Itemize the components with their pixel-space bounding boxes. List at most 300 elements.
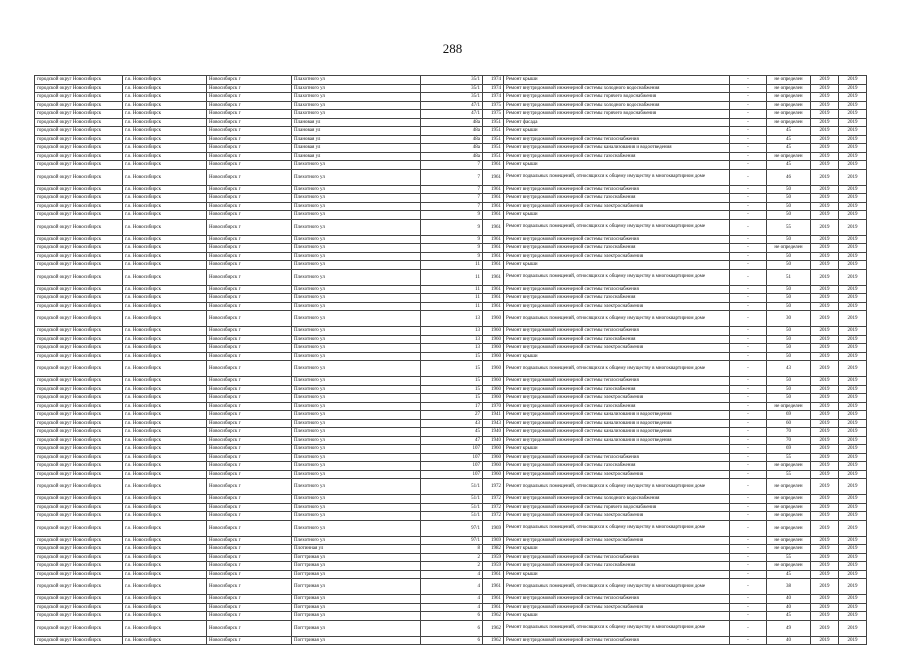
house-number-cell: 47 [421,436,483,445]
year-from-cell: 2019 [811,612,839,621]
year-from-cell: 2019 [811,453,839,462]
planned-value-cell: 69 [767,445,811,454]
house-number-cell: 9 [421,219,483,235]
table-row [35,562,867,571]
year-from-cell: 2019 [811,219,839,235]
build-year-cell: 1959 [483,553,504,562]
year-from-cell: 2019 [811,570,839,579]
municipality-cell: г.о. Новосибирск [123,352,207,361]
street-cell: Плехотного ул [292,428,421,437]
planned-value-cell: не определен [767,536,811,545]
street-cell: Плехотного ул [292,385,421,394]
work-type-cell: Ремонт внутридомовой инженерной системы газоснабжения [504,294,730,303]
year-to-cell: 2019 [839,536,867,545]
table-row [35,344,867,353]
district-cell: городской округ Новосибирск [35,503,123,512]
municipality-cell: г.о. Новосибирск [123,311,207,327]
house-number-cell: 15 [421,352,483,361]
dash-cell: - [730,152,767,161]
district-cell: городской округ Новосибирск [35,261,123,270]
work-type-cell: Ремонт внутридомовой инженерной системы теплоснабжения [504,377,730,386]
street-cell: Поггтриная ул [292,579,421,595]
house-number-cell: 97/1 [421,520,483,536]
municipality-cell: г.о. Новосибирск [123,76,207,85]
build-year-cell: 1961 [483,570,504,579]
table-row [35,570,867,579]
house-number-cell: 11 [421,302,483,311]
dash-cell: - [730,394,767,403]
street-cell: Плановая ул [292,152,421,161]
municipality-cell: г.о. Новосибирск [123,244,207,253]
build-year-cell: 1960 [483,453,504,462]
build-year-cell: 1951 [483,144,504,153]
municipality-cell: г.о. Новосибирск [123,285,207,294]
build-year-cell: 1969 [483,520,504,536]
build-year-cell: 1960 [483,385,504,394]
district-cell: городской округ Новосибирск [35,620,123,636]
district-cell: городской округ Новосибирск [35,512,123,521]
street-cell: Плехотного ул [292,411,421,420]
year-from-cell: 2019 [811,620,839,636]
work-type-cell: Ремонт внутридомовой инженерной системы холодного водоснабжения [504,84,730,93]
city-cell: Новосибирск г [207,495,292,504]
house-number-cell: 35/1 [421,84,483,93]
build-year-cell: 1960 [483,470,504,479]
year-from-cell: 2019 [811,394,839,403]
work-type-cell: Ремонт крыши [504,127,730,136]
work-type-cell: Ремонт крыши [504,211,730,220]
municipality-cell: г.о. Новосибирск [123,562,207,571]
municipality-cell: г.о. Новосибирск [123,344,207,353]
table-row [35,110,867,119]
city-cell: Новосибирск г [207,570,292,579]
district-cell: городской округ Новосибирск [35,436,123,445]
house-number-cell: 6 [421,612,483,621]
year-to-cell: 2019 [839,479,867,495]
city-cell: Новосибирск г [207,252,292,261]
year-to-cell: 2019 [839,352,867,361]
year-to-cell: 2019 [839,394,867,403]
year-to-cell: 2019 [839,411,867,420]
city-cell: Новосибирск г [207,135,292,144]
build-year-cell: 1974 [483,76,504,85]
dash-cell: - [730,311,767,327]
street-cell: Плехотного ул [292,302,421,311]
year-from-cell: 2019 [811,269,839,285]
build-year-cell: 1960 [483,361,504,377]
planned-value-cell: не определен [767,152,811,161]
city-cell: Новосибирск г [207,470,292,479]
work-type-cell: Ремонт внутридомовой инженерной системы газоснабжения [504,402,730,411]
dash-cell: - [730,579,767,595]
year-to-cell: 2019 [839,211,867,220]
year-to-cell: 2019 [839,261,867,270]
planned-value-cell: не определен [767,462,811,471]
house-number-cell: 47/1 [421,101,483,110]
house-number-cell: 47/1 [421,110,483,119]
work-type-cell: Ремонт внутридомовой инженерной системы электроснабжения [504,394,730,403]
district-cell: городской округ Новосибирск [35,344,123,353]
planned-value-cell: не определен [767,110,811,119]
planned-value-cell: 50 [767,302,811,311]
city-cell: Новосибирск г [207,445,292,454]
district-cell: городской округ Новосибирск [35,84,123,93]
build-year-cell: 1961 [483,285,504,294]
planned-value-cell: 70 [767,436,811,445]
municipality-cell: г.о. Новосибирск [123,436,207,445]
city-cell: Новосибирск г [207,344,292,353]
build-year-cell: 1961 [483,252,504,261]
table-row [35,352,867,361]
table-row [35,377,867,386]
municipality-cell: г.о. Новосибирск [123,636,207,645]
work-type-cell: Ремонт подвальных помещений, относящихся к общему имуществу в многоквартирном доме [504,479,730,495]
year-from-cell: 2019 [811,110,839,119]
table-row [35,294,867,303]
house-number-cell: 2 [421,562,483,571]
city-cell: Новосибирск г [207,76,292,85]
district-cell: городской округ Новосибирск [35,152,123,161]
table-row [35,93,867,102]
city-cell: Новосибирск г [207,562,292,571]
dash-cell: - [730,118,767,127]
build-year-cell: 1951 [483,127,504,136]
house-number-cell: 4 [421,595,483,604]
street-cell: Плотинная ул [292,545,421,554]
dash-cell: - [730,302,767,311]
year-from-cell: 2019 [811,402,839,411]
municipality-cell: г.о. Новосибирск [123,152,207,161]
planned-value-cell: 40 [767,603,811,612]
municipality-cell: г.о. Новосибирск [123,361,207,377]
street-cell: Плехотного ул [292,219,421,235]
table-row [35,211,867,220]
planned-value-cell: 45 [767,127,811,136]
dash-cell: - [730,385,767,394]
municipality-cell: г.о. Новосибирск [123,553,207,562]
planned-value-cell: 55 [767,453,811,462]
table-row [35,84,867,93]
dash-cell: - [730,352,767,361]
work-type-cell: Ремонт внутридомовой инженерной системы электроснабжения [504,302,730,311]
city-cell: Новосибирск г [207,603,292,612]
build-year-cell: 1961 [483,202,504,211]
house-number-cell: 48а [421,152,483,161]
build-year-cell: 1982 [483,545,504,554]
house-number-cell: 43 [421,419,483,428]
street-cell: Плехотного ул [292,394,421,403]
municipality-cell: г.о. Новосибирск [123,252,207,261]
year-to-cell: 2019 [839,344,867,353]
district-cell: городской округ Новосибирск [35,219,123,235]
table-row [35,118,867,127]
build-year-cell: 1940 [483,428,504,437]
year-to-cell: 2019 [839,327,867,336]
street-cell: Поггтриная ул [292,553,421,562]
year-from-cell: 2019 [811,361,839,377]
table-row [35,495,867,504]
dash-cell: - [730,101,767,110]
district-cell: городской округ Новосибирск [35,302,123,311]
year-to-cell: 2019 [839,101,867,110]
year-to-cell: 2019 [839,579,867,595]
year-to-cell: 2019 [839,620,867,636]
house-number-cell: 9 [421,235,483,244]
street-cell: Плехотного ул [292,252,421,261]
planned-value-cell: 50 [767,327,811,336]
build-year-cell: 1972 [483,495,504,504]
municipality-cell: г.о. Новосибирск [123,135,207,144]
build-year-cell: 1960 [483,394,504,403]
dash-cell: - [730,479,767,495]
build-year-cell: 1960 [483,462,504,471]
dash-cell: - [730,252,767,261]
city-cell: Новосибирск г [207,127,292,136]
city-cell: Новосибирск г [207,285,292,294]
dash-cell: - [730,135,767,144]
year-to-cell: 2019 [839,385,867,394]
table-row [35,327,867,336]
city-cell: Новосибирск г [207,294,292,303]
district-cell: городской округ Новосибирск [35,570,123,579]
municipality-cell: г.о. Новосибирск [123,202,207,211]
table-row [35,152,867,161]
year-from-cell: 2019 [811,335,839,344]
year-from-cell: 2019 [811,101,839,110]
work-type-cell: Ремонт внутридомовой инженерной системы газоснабжения [504,462,730,471]
street-cell: Плехотного ул [292,311,421,327]
house-number-cell: 51/1 [421,503,483,512]
dash-cell: - [730,211,767,220]
work-type-cell: Ремонт подвальных помещений, относящихся к общему имуществу в многоквартирном доме [504,269,730,285]
table-row [35,595,867,604]
street-cell: Плехотного ул [292,462,421,471]
street-cell: Поггтриная ул [292,620,421,636]
city-cell: Новосибирск г [207,161,292,170]
dash-cell: - [730,169,767,185]
year-from-cell: 2019 [811,636,839,645]
dash-cell: - [730,269,767,285]
house-number-cell: 7 [421,202,483,211]
year-to-cell: 2019 [839,419,867,428]
street-cell: Плехотного ул [292,285,421,294]
planned-value-cell: не определен [767,244,811,253]
year-from-cell: 2019 [811,479,839,495]
year-to-cell: 2019 [839,252,867,261]
house-number-cell: 4 [421,570,483,579]
work-type-cell: Ремонт внутридомовой инженерной системы электроснабжения [504,536,730,545]
district-cell: городской округ Новосибирск [35,144,123,153]
street-cell: Плехотного ул [292,402,421,411]
table-row [35,636,867,645]
city-cell: Новосибирск г [207,261,292,270]
street-cell: Плехотного ул [292,520,421,536]
district-cell: городской округ Новосибирск [35,479,123,495]
dash-cell: - [730,570,767,579]
work-type-cell: Ремонт внутридомовой инженерной системы теплоснабжения [504,235,730,244]
street-cell: Плехотного ул [292,503,421,512]
dash-cell: - [730,520,767,536]
municipality-cell: г.о. Новосибирск [123,327,207,336]
dash-cell: - [730,553,767,562]
municipality-cell: г.о. Новосибирск [123,470,207,479]
table-row [35,503,867,512]
city-cell: Новосибирск г [207,361,292,377]
year-to-cell: 2019 [839,520,867,536]
table-row [35,219,867,235]
year-from-cell: 2019 [811,84,839,93]
street-cell: Плехотного ул [292,244,421,253]
dash-cell: - [730,294,767,303]
work-type-cell: Ремонт внутридомовой инженерной системы электроснабжения [504,603,730,612]
district-cell: городской округ Новосибирск [35,394,123,403]
house-number-cell: 6 [421,636,483,645]
municipality-cell: г.о. Новосибирск [123,377,207,386]
district-cell: городской округ Новосибирск [35,402,123,411]
house-number-cell: 13 [421,327,483,336]
city-cell: Новосибирск г [207,512,292,521]
city-cell: Новосибирск г [207,636,292,645]
district-cell: городской округ Новосибирск [35,211,123,220]
build-year-cell: 1961 [483,595,504,604]
planned-value-cell: 55 [767,553,811,562]
year-to-cell: 2019 [839,495,867,504]
street-cell: Плахотного ул [292,76,421,85]
dash-cell: - [730,84,767,93]
table-row [35,127,867,136]
city-cell: Новосибирск г [207,185,292,194]
district-cell: городской округ Новосибирск [35,595,123,604]
planned-value-cell: 60 [767,419,811,428]
district-cell: городской округ Новосибирск [35,361,123,377]
street-cell: Плановая ул [292,144,421,153]
municipality-cell: г.о. Новосибирск [123,118,207,127]
table-row [35,235,867,244]
dash-cell: - [730,620,767,636]
dash-cell: - [730,402,767,411]
street-cell: Плехотного ул [292,211,421,220]
street-cell: Плехотного ул [292,327,421,336]
work-type-cell: Ремонт подвальных помещений, относящихся к общему имуществу в многоквартирном доме [504,579,730,595]
district-cell: городской округ Новосибирск [35,285,123,294]
year-from-cell: 2019 [811,595,839,604]
table-row [35,428,867,437]
city-cell: Новосибирск г [207,144,292,153]
year-from-cell: 2019 [811,428,839,437]
build-year-cell: 1962 [483,636,504,645]
build-year-cell: 1974 [483,93,504,102]
build-year-cell: 1972 [483,512,504,521]
district-cell: городской округ Новосибирск [35,135,123,144]
year-from-cell: 2019 [811,344,839,353]
year-from-cell: 2019 [811,385,839,394]
district-cell: городской округ Новосибирск [35,76,123,85]
year-from-cell: 2019 [811,93,839,102]
build-year-cell: 1974 [483,84,504,93]
dash-cell: - [730,285,767,294]
year-from-cell: 2019 [811,161,839,170]
city-cell: Новосибирск г [207,152,292,161]
street-cell: Плехотного ул [292,479,421,495]
district-cell: городской округ Новосибирск [35,93,123,102]
city-cell: Новосибирск г [207,352,292,361]
city-cell: Новосибирск г [207,428,292,437]
planned-value-cell: 49 [767,620,811,636]
work-type-cell: Ремонт внутридомовой инженерной системы канализования и водоотведения [504,411,730,420]
year-from-cell: 2019 [811,202,839,211]
planned-value-cell: не определен [767,118,811,127]
build-year-cell: 1961 [483,302,504,311]
year-from-cell: 2019 [811,135,839,144]
house-number-cell: 7 [421,169,483,185]
year-from-cell: 2019 [811,311,839,327]
city-cell: Новосибирск г [207,235,292,244]
street-cell: Плехотного ул [292,377,421,386]
district-cell: городской округ Новосибирск [35,327,123,336]
house-number-cell: 13 [421,311,483,327]
house-number-cell: 4 [421,603,483,612]
build-year-cell: 1961 [483,211,504,220]
dash-cell: - [730,361,767,377]
municipality-cell: г.о. Новосибирск [123,462,207,471]
year-from-cell: 2019 [811,603,839,612]
municipality-cell: г.о. Новосибирск [123,402,207,411]
year-from-cell: 2019 [811,244,839,253]
municipality-cell: г.о. Новосибирск [123,185,207,194]
build-year-cell: 1940 [483,436,504,445]
work-type-cell: Ремонт подвальных помещений, относящихся к общему имуществу в многоквартирном доме [504,520,730,536]
city-cell: Новосибирск г [207,579,292,595]
street-cell: Поггтриная ул [292,562,421,571]
street-cell: Поггтриная ул [292,612,421,621]
municipality-cell: г.о. Новосибирск [123,261,207,270]
work-type-cell: Ремонт внутридомовой инженерной системы газоснабжения [504,194,730,203]
planned-value-cell: 45 [767,570,811,579]
dash-cell: - [730,595,767,604]
district-cell: городской округ Новосибирск [35,562,123,571]
street-cell: Плехотного ул [292,194,421,203]
year-from-cell: 2019 [811,503,839,512]
work-type-cell: Ремонт внутридомовой инженерной системы электроснабжения [504,252,730,261]
house-number-cell: 51/1 [421,479,483,495]
municipality-cell: г.о. Новосибирск [123,570,207,579]
city-cell: Новосибирск г [207,194,292,203]
work-type-cell: Ремонт внутридомовой инженерной системы горячего водоснабжения [504,93,730,102]
page-number: 288 [442,41,463,56]
district-cell: городской округ Новосибирск [35,294,123,303]
dash-cell: - [730,185,767,194]
work-type-cell: Ремонт внутридомовой инженерной системы теплоснабжения [504,553,730,562]
table-row [35,453,867,462]
planned-value-cell: 50 [767,294,811,303]
city-cell: Новосибирск г [207,411,292,420]
city-cell: Новосибирск г [207,202,292,211]
table-row [35,579,867,595]
year-to-cell: 2019 [839,595,867,604]
municipality-cell: г.о. Новосибирск [123,144,207,153]
municipality-cell: г.о. Новосибирск [123,411,207,420]
district-cell: городской округ Новосибирск [35,453,123,462]
dash-cell: - [730,512,767,521]
district-cell: городской округ Новосибирск [35,411,123,420]
year-from-cell: 2019 [811,445,839,454]
table-row [35,135,867,144]
year-to-cell: 2019 [839,603,867,612]
build-year-cell: 1960 [483,445,504,454]
work-type-cell: Ремонт подвальных помещений, относящихся к общему имуществу в многоквартирном доме [504,311,730,327]
table-row [35,520,867,536]
city-cell: Новосибирск г [207,169,292,185]
